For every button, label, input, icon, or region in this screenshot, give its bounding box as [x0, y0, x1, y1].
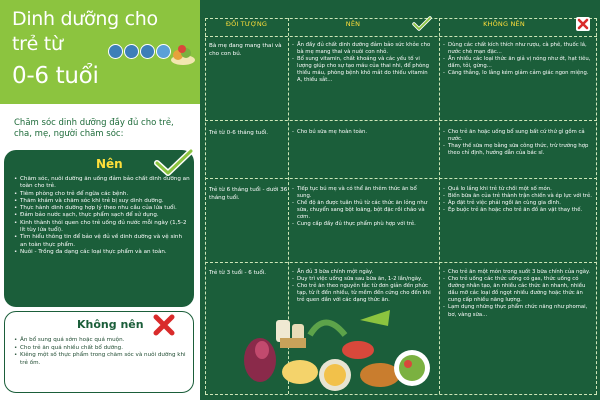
list-item: - Căng thẳng, lo lắng kém giảm cảm giác ngon miệng. [443, 70, 593, 77]
list-item: - Duy trì việc uống sữa sau bữa ăn, 1-2 lần/ngày. [292, 276, 432, 283]
khong-nen-list [14, 337, 190, 367]
khong-nen-box [4, 311, 194, 393]
cross-icon [576, 17, 590, 31]
check-icon [412, 16, 432, 32]
nen-list [14, 176, 190, 256]
list-item: - Lạm dụng những thực phẩm chức năng như phomai, bơ, vàng sữa... [443, 304, 593, 318]
list-item: • Chăm sóc, nuôi dưỡng ăn uống đảm bảo chất dinh dưỡng an toàn cho trẻ. [14, 176, 190, 191]
list-item: - Áp đặt trẻ việc phải ngồi ăn cùng gia đình. [443, 200, 593, 207]
header-nen: NÊN [345, 20, 361, 28]
table-divider [205, 36, 597, 37]
care-intro: Chăm sóc dinh dưỡng đầy đủ cho trẻ, cha, mẹ, người chăm sóc: [14, 118, 174, 139]
list-item: • Tiêm phòng cho trẻ để ngừa các bệnh. [14, 191, 190, 198]
list-item: • Tìm hiểu thông tin để bảo vệ đủ về dinh dưỡng và vệ sinh an toàn thực phẩm. [14, 234, 190, 249]
table-border [596, 18, 597, 394]
food-illustration [240, 280, 440, 395]
khong-nen-heading: Không nên [77, 318, 144, 331]
row-nen [292, 129, 432, 136]
list-item: - Ăn đủ 3 bữa chính một ngày. [292, 269, 432, 276]
list-item: - Cho trẻ uống các thức uống có gas, thức uống có đường nhân tạo, ăn nhiều các thức ăn nhanh, nhiều dầu mỡ các loại đồ ngọt nhiều đường hoặc thức ăn cung cấp nhiều năng lượng. [443, 276, 593, 304]
title-banner [0, 0, 200, 104]
family-icon [108, 40, 198, 66]
list-item: - Ép buộc trẻ ăn hoặc cho trẻ ăn đồ ăn vặt thay thế. [443, 207, 593, 214]
list-item: - Ăn đầy đủ chất dinh dưỡng đảm bảo sức khỏe cho bà mẹ mang thai và nuôi con nhỏ. [292, 42, 432, 56]
title-line-3: 0-6 tuổi [12, 63, 99, 89]
food-pile-icon [170, 40, 196, 66]
list-item: - Dùng các chất kích thích như rượu, cà phê, thuốc lá, nước chè mạn đặc... [443, 42, 593, 56]
check-icon [154, 148, 194, 178]
guidance-table [200, 0, 600, 400]
list-item: - Cung cấp đầy đủ thực phẩm phù hợp với trẻ. [292, 221, 432, 228]
cross-icon [153, 314, 175, 336]
list-item: - Cho trẻ ăn một món trong suốt 3 bữa chính của ngày. [443, 269, 593, 276]
header-doi-tuong: ĐỐI TƯỢNG [225, 20, 268, 28]
row-age: Trẻ từ 0-6 tháng tuổi. [209, 130, 269, 136]
mother-icon [108, 44, 123, 59]
table-divider [205, 178, 597, 179]
list-item: • Kinh thành thói quen cho trẻ uống đủ nước mỗi ngày (1,5-2 lít tùy lứa tuổi). [14, 220, 190, 235]
table-divider [205, 262, 597, 263]
list-item: - Cho trẻ ăn theo nguyên tắc từ đơn giản đến phức tạp, từ ít đến nhiều, từ mềm đến cứng cho đến khi trẻ quen dần với các dạng thức ăn. [292, 283, 432, 304]
table-border [205, 18, 597, 19]
row-khong-nen [443, 186, 593, 214]
row-nen [292, 186, 432, 229]
list-item: • Đảm bảo nước sạch, thực phẩm sạch để sử dụng. [14, 212, 190, 219]
list-item: • Thực hành dinh dưỡng hợp lý theo nhu cầu của lứa tuổi. [14, 205, 190, 212]
left-panel [0, 0, 200, 400]
list-item: • Cho trẻ ăn quá nhiều chất bổ dưỡng. [14, 345, 190, 353]
row-age: Trẻ từ 6 tháng tuổi - dưới 36 tháng tuổi. [209, 187, 288, 201]
list-item: • Ăn bổ sung quá sớm hoặc quá muộn. [14, 337, 190, 345]
list-item: - Tiếp tục bú mẹ và có thể ăn thêm thức ăn bổ sung. [292, 186, 432, 200]
table-divider [205, 120, 597, 121]
list-item: - Thay thế sữa mẹ bằng sữa công thức, trừ trường hợp theo chỉ định, hướng dẫn của bác sĩ. [443, 143, 593, 157]
row-age: Bà mẹ đang mang thai và cho con bú. [209, 43, 282, 57]
list-item: - Bổ sung vitamin, chất khoáng và các yếu tố vi lượng giúp cho sự tạo máu của thai nhi, để phòng thiếu máu, phòng bệnh khô mắt do thiếu vitamin A, thiếu sắt... [292, 56, 432, 84]
nen-heading: Nên [96, 157, 123, 171]
row-nen [292, 42, 432, 85]
list-item: • Kiêng một số thực phẩm trong chăm sóc và nuôi dưỡng khi trẻ ốm. [14, 352, 190, 367]
title-line-2: trẻ từ [12, 33, 63, 55]
child-icon [140, 44, 155, 59]
list-item: - Cho trẻ ăn hoặc uống bổ sung bất cứ thứ gì gồm cả nước. [443, 129, 593, 143]
list-item: - Quá lo lắng khi trẻ từ chối một số món. [443, 186, 593, 193]
nen-box [4, 150, 194, 307]
table-border [205, 18, 206, 394]
list-item: • Nuôi - Trồng đa dạng các loại thực phẩm và an toàn. [14, 249, 190, 256]
list-item: • Thăm khám và chăm sóc khi trẻ bị suy dinh dưỡng. [14, 198, 190, 205]
row-khong-nen [443, 42, 593, 77]
row-khong-nen [443, 129, 593, 157]
kid-icon [156, 44, 171, 59]
title-line-1: Dinh dưỡng cho [12, 8, 158, 30]
list-item: - Ăn nhiều các loại thức ăn giả vị nóng như ớt, hạt tiêu, dấm, tỏi, gừng... [443, 56, 593, 70]
list-item: - Cho bú sữa mẹ hoàn toàn. [292, 129, 432, 136]
header-khong-nen: KHÔNG NÊN [483, 20, 525, 28]
row-age: Trẻ từ 3 tuổi - 6 tuổi. [209, 270, 267, 276]
row-khong-nen [443, 269, 593, 319]
baby-icon [124, 44, 139, 59]
list-item: - Biến bữa ăn của trẻ thành trận chiến và ép lực với trẻ. [443, 193, 593, 200]
list-item: - Chế độ ăn được tuân thủ từ các thức ăn lỏng như sữa, chuyển sang bột loãng, bột đặc rồi cháo và cơm. [292, 200, 432, 221]
